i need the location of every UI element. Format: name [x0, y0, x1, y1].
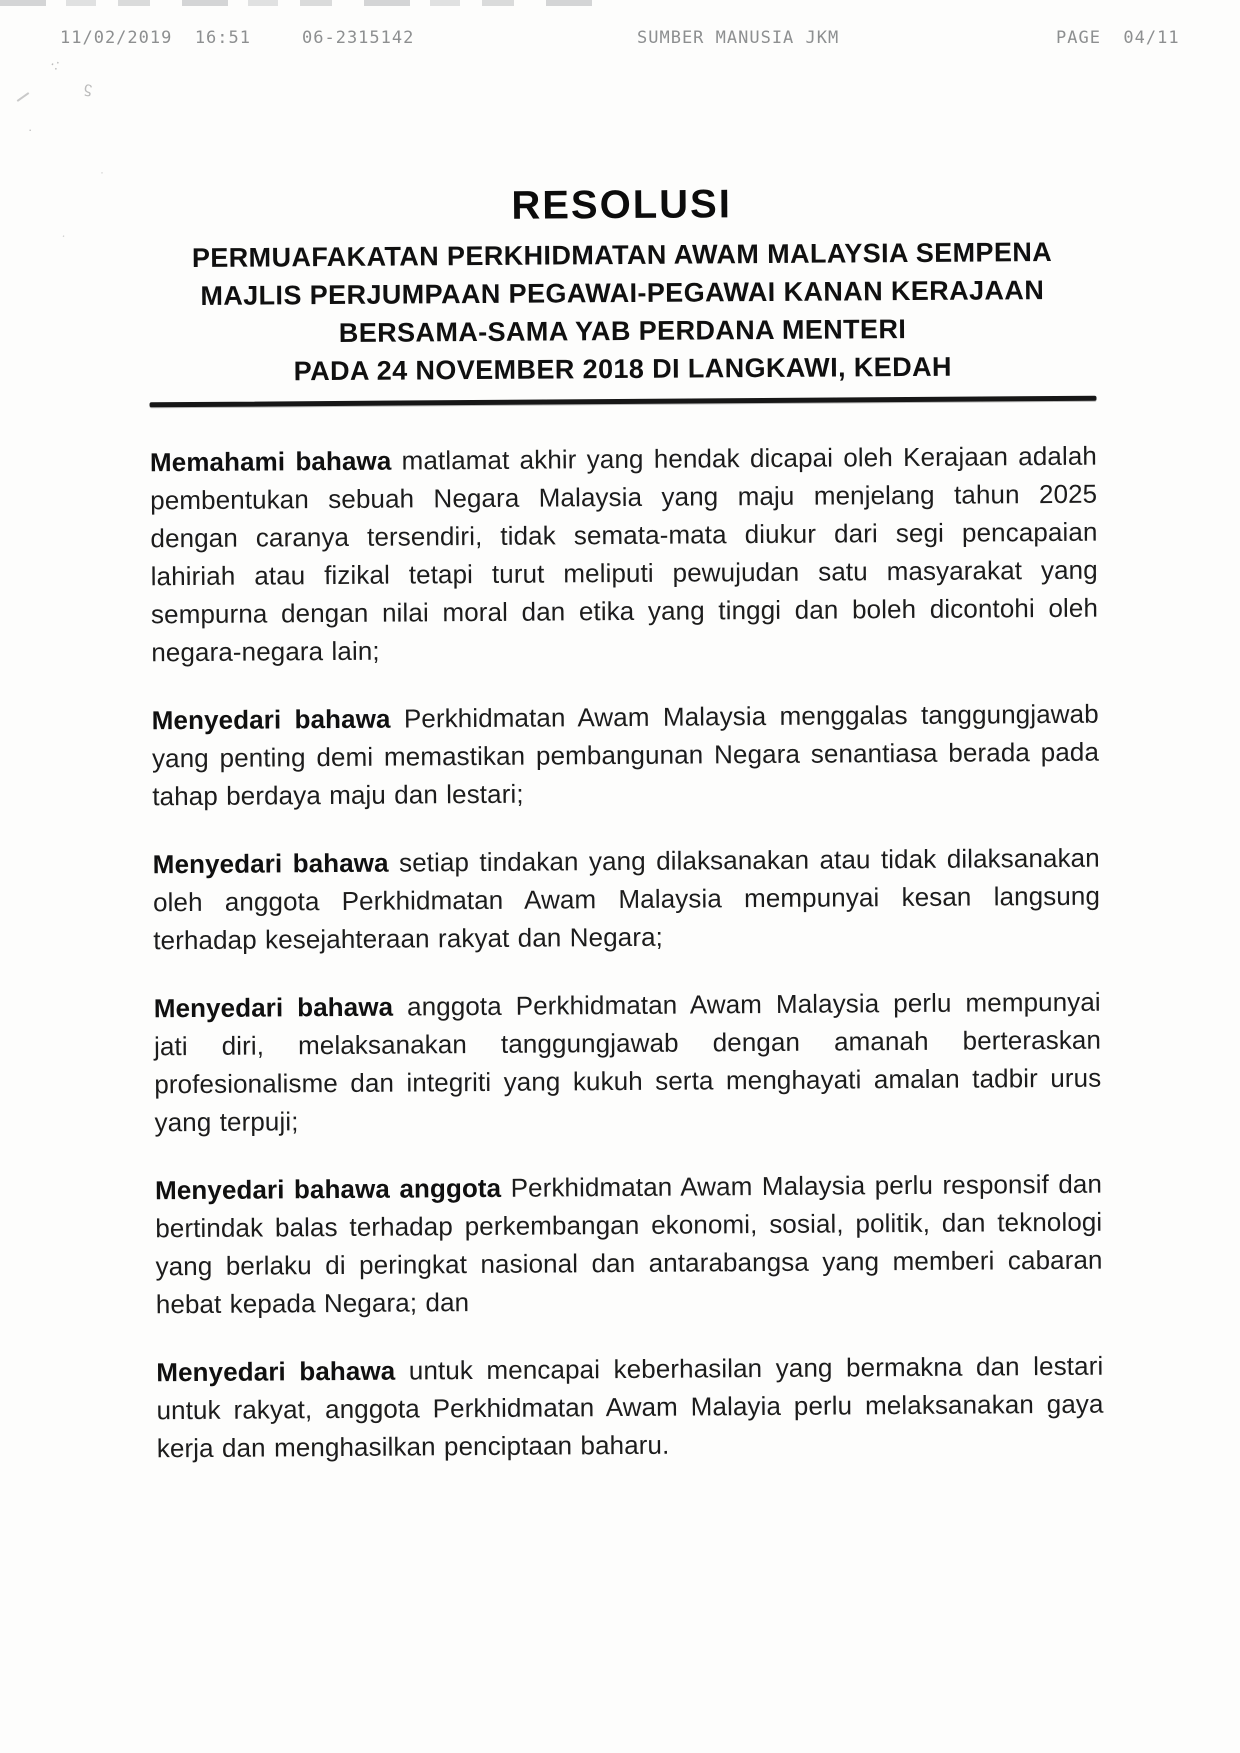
paragraph-text: setiap tindakan yang dilaksanakan atau tidak dilaksanakan oleh anggota Perkhidmatan Awam Malaysia mempunyai kesan langsung terhadap kesejahteraan rakyat dan Negara; — [152, 842, 1101, 956]
paragraph-text: anggota Perkhidmatan Awam Malaysia perlu mempunyai jati diri, melaksanakan tanggungjawab dengan amanah berteraskan profesionalisme dan integriti yang kukuh serta menghayati amalan tadbir urus yang terpuji; — [153, 986, 1102, 1138]
scan-noise-mark: ·: — [47, 54, 62, 75]
paragraph-menyedari-2 — [153, 839, 1101, 960]
fax-sender-number: 06-2315142 — [302, 28, 415, 48]
paragraph-lead: Menyedari bahawa — [151, 703, 391, 736]
scan-noise-mark: ϛ — [82, 79, 94, 98]
subtitle-line-4: PADA 24 NOVEMBER 2018 DI LANGKAWI, KEDAH — [293, 351, 952, 387]
paragraph-memahami — [150, 437, 1099, 672]
scan-noise-mark — [17, 92, 30, 102]
fax-sender-name: SUMBER MANUSIA JKM — [637, 28, 840, 48]
paragraph-lead: Menyedari bahawa — [153, 991, 394, 1024]
paragraph-menyedari-1 — [152, 695, 1100, 816]
title-underline-rule — [150, 396, 1097, 408]
paragraph-text: untuk mencapai keberhasilan yang bermakna dan lestari untuk rakyat, anggota Perkhidmatan Awam Malayia perlu melaksanakan gaya kerja dan menghasilkan penciptaan baharu. — [156, 1350, 1104, 1464]
scan-noise-mark: · — [57, 228, 71, 243]
paragraph-menyedari-5 — [156, 1347, 1104, 1468]
document-title: RESOLUSI — [511, 182, 733, 228]
paragraph-lead: Menyedari bahawa anggota — [154, 1172, 502, 1206]
paragraph-text: Perkhidmatan Awam Malaysia perlu responsif dan bertindak balas terhadap perkembangan ekonomi, sosial, politik, dan teknologi yang berlaku di peringkat nasional dan antarabangsa yang memberi cabaran hebat kepada Negara; dan — [155, 1168, 1103, 1320]
paragraph-menyedari-4 — [155, 1165, 1103, 1324]
document-subtitle — [148, 233, 1096, 392]
scanner-artifact-band — [0, 0, 600, 6]
paragraph-lead: Menyedari bahawa — [152, 847, 389, 880]
subtitle-line-1: PERMUAFAKATAN PERKHIDMATAN AWAM MALAYSIA SEMPENA — [191, 236, 1053, 274]
resolution-document — [148, 180, 1104, 1498]
subtitle-line-2: MAJLIS PERJUMPAAN PEGAWAI-PEGAWAI KANAN KERAJAAN — [200, 275, 1045, 311]
scan-noise-mark: · — [100, 165, 104, 179]
fax-page-counter: PAGE 04/11 — [1056, 28, 1180, 48]
subtitle-line-3: BERSAMA-SAMA YAB PERDANA MENTERI — [338, 314, 907, 348]
scan-noise-mark: · — [28, 122, 33, 137]
fax-datetime: 11/02/2019 16:51 — [60, 28, 251, 48]
paragraph-menyedari-3 — [154, 983, 1102, 1142]
paragraph-lead: Memahami bahawa — [149, 445, 392, 478]
paragraph-text: Perkhidmatan Awam Malaysia menggalas tanggungjawab yang penting demi memastikan pembangunan Negara senantiasa berada pada tahap berdaya maju dan lestari; — [151, 698, 1100, 812]
paragraph-lead: Menyedari bahawa — [156, 1355, 396, 1388]
document-body — [150, 437, 1104, 1468]
paragraph-text: matlamat akhir yang hendak dicapai oleh Kerajaan adalah pembentukan sebuah Negara Malaysia yang maju menjelang tahun 2025 dengan caranya tersendiri, tidak semata-mata diukur dari segi pencapaian lahiriah atau fizikal tetapi turut meliputi pewujudan satu masyarakat yang sempurna dengan nilai moral dan etika yang tinggi dan boleh dicontohi oleh negara-negara lain; — [150, 440, 1099, 668]
